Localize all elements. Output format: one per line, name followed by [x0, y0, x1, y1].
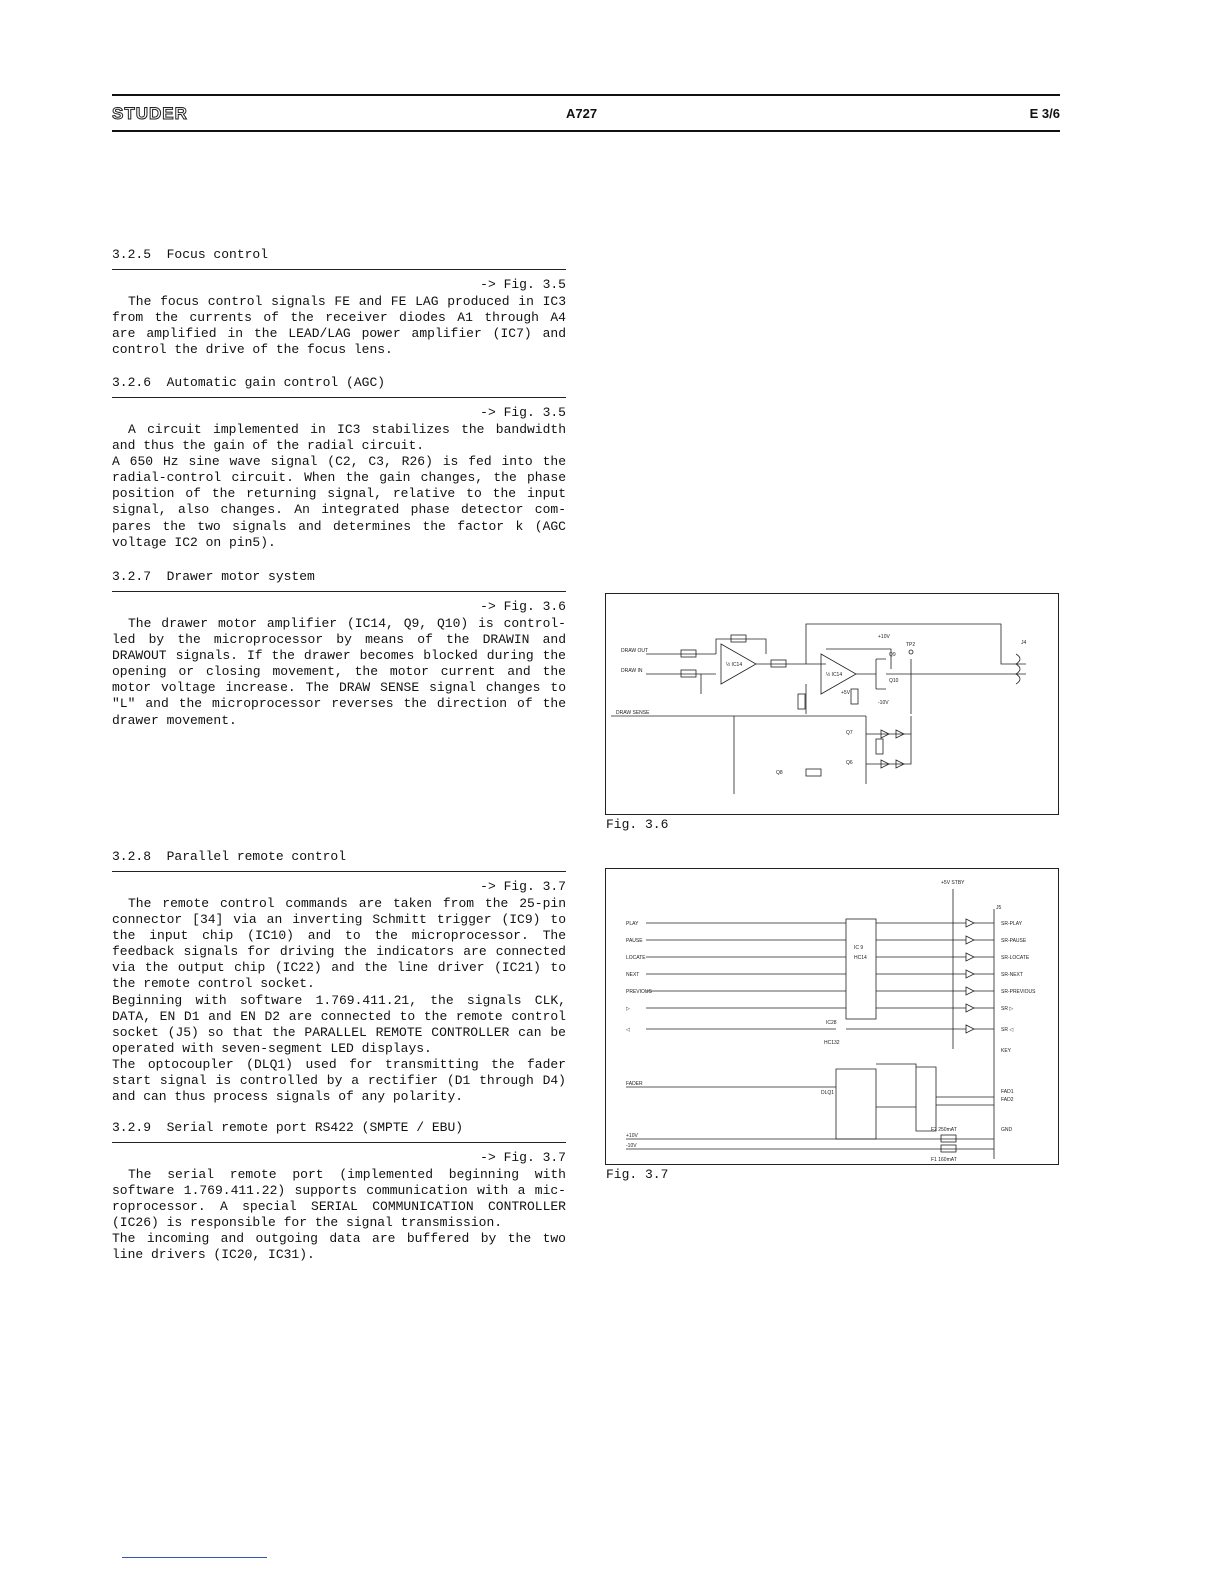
text-line: operated with seven-segment LED displays. [112, 1040, 432, 1056]
text-line: via the output chip (IC22) and the line driver (IC21) to [112, 960, 566, 976]
text-line: position of the returning signal, relative to the input [112, 486, 566, 502]
text-line: led by the microprocessor by means of the DRAWIN and [112, 632, 566, 648]
label-q9: Q9 [889, 652, 896, 658]
text-line: DATA, EN D1 and EN D2 are connected to the remote control [112, 1008, 566, 1024]
text-line: drawer movement. [112, 712, 237, 728]
text-line: The optocoupler (DLQ1) used for transmitting the fader [112, 1056, 566, 1072]
figure-3-6-schematic [605, 593, 1059, 815]
section-drawer-motor [112, 569, 566, 729]
text-line: Beginning with software 1.769.411.21, the signals CLK, [112, 992, 566, 1008]
text-line: DRAWOUT signals. If the drawer becomes blocked during the [112, 648, 566, 664]
label-f1: F1 160mAT [931, 1157, 957, 1163]
section-focus-control [112, 247, 566, 358]
text-line: connector [34] via an inverting Schmitt trigger (IC9) to [112, 912, 566, 928]
footnote-rule [122, 1557, 267, 1558]
label-hc132: HC132 [824, 1040, 840, 1046]
figure-3-7-schematic [605, 868, 1059, 1165]
label-hc14: HC14 [854, 955, 867, 961]
text-line: from the currents of the receiver diodes A1 through A4 [112, 310, 566, 326]
label-fader: FADER [626, 1081, 643, 1087]
text-line: line drivers (IC20, IC31). [112, 1247, 315, 1263]
section-heading: 3.2.6 Automatic gain control (AGC) [112, 375, 386, 390]
section-agc [112, 375, 566, 551]
text-line: The remote control commands are taken from the 25-pin [128, 896, 566, 911]
figure-reference: -> Fig. 3.7 [480, 879, 566, 894]
output-label: SR-PREVIOUS [1001, 989, 1036, 995]
divider [112, 591, 566, 592]
text-line: the remote control socket. [112, 976, 315, 992]
label-j4: J4 [1021, 640, 1027, 646]
output-label: SR ◁ [1001, 1027, 1014, 1033]
label-5v: +5V [841, 690, 851, 696]
input-label: PAUSE [626, 938, 643, 944]
figure-reference: -> Fig. 3.5 [480, 405, 566, 420]
label-tp2: TP2 [906, 642, 916, 648]
model-label: A727 [566, 106, 598, 121]
header-top-rule [112, 94, 1060, 96]
section-heading: 3.2.5 Focus control [112, 247, 269, 262]
text-line: and can thus process signals of any polarity. [112, 1089, 464, 1105]
text-line: voltage IC2 on pin5). [112, 534, 276, 550]
input-label: ▷ [626, 1006, 630, 1012]
page-number: E 3/6 [1029, 106, 1060, 121]
section-serial-remote [112, 1120, 566, 1264]
header-bottom-rule [112, 130, 1060, 132]
input-label: PLAY [626, 921, 639, 927]
text-line: and thus the gain of the radial circuit. [112, 438, 425, 454]
input-label: LOCATE [626, 955, 646, 961]
text-line: signal, also changes. An integrated phase detector com- [112, 502, 566, 518]
section-heading: 3.2.7 Drawer motor system [112, 569, 315, 584]
text-line: the input chip (IC10) and to the microprocessor. The [112, 928, 566, 944]
label-10v: +10V [626, 1133, 638, 1139]
label-ic28: IC28 [826, 1020, 837, 1026]
text-line: The drawer motor amplifier (IC14, Q9, Q10) is control- [128, 616, 566, 631]
label-j5: J5 [996, 905, 1002, 911]
label-fad2: FAD2 [1001, 1097, 1014, 1103]
output-label: SR ▷ [1001, 1006, 1014, 1012]
label-q8: Q8 [776, 770, 783, 776]
text-line: (IC26) is responsible for the signal transmission. [112, 1215, 503, 1231]
text-line: feedback signals for driving the indicators are connected [112, 944, 566, 960]
divider [112, 1142, 566, 1143]
text-line: The serial remote port (implemented beginning with [128, 1167, 566, 1182]
text-line: A circuit implemented in IC3 stabilizes the bandwidth [128, 422, 566, 437]
label-stby: +5V STBY [941, 880, 965, 886]
text-line: opening or closing movement, the motor current and the [112, 664, 566, 680]
figure-reference: -> Fig. 3.5 [480, 277, 566, 292]
input-label: ◁ [626, 1027, 630, 1033]
output-label: SR-PAUSE [1001, 938, 1027, 944]
section-heading: 3.2.9 Serial remote port RS422 (SMPTE / EBU) [112, 1120, 464, 1135]
label-q10: Q10 [889, 678, 899, 684]
label-q6: Q6 [846, 760, 853, 766]
section-parallel-remote [112, 849, 566, 1105]
label-fad1: FAD1 [1001, 1089, 1014, 1095]
text-line: control the drive of the focus lens. [112, 342, 393, 358]
text-line: motor voltage increase. The DRAW SENSE signal changes to [112, 680, 566, 696]
studer-logo: STUDER [112, 104, 188, 123]
input-label: PREVIOUS [626, 989, 652, 995]
text-line: roprocessor. A special SERIAL COMMUNICATION CONTROLLER [112, 1199, 566, 1215]
input-label: NEXT [626, 972, 640, 978]
label-minus10v: -10V [626, 1143, 637, 1149]
label-drawout: DRAW OUT [621, 648, 649, 654]
output-label: SR-PLAY [1001, 921, 1023, 927]
divider [112, 269, 566, 270]
figure-reference: -> Fig. 3.7 [480, 1150, 566, 1165]
text-line: The focus control signals FE and FE LAG produced in IC3 [128, 294, 566, 309]
text-line: socket (J5) so that the PARALLEL REMOTE CONTROLLER can be [112, 1024, 566, 1040]
label-drawsense: DRAW SENSE [616, 710, 650, 716]
label-gnd: GND [1001, 1127, 1013, 1133]
text-line: start signal is controlled by a rectifier (D1 through D4) [112, 1073, 566, 1089]
text-line: are amplified in the LEAD/LAG power amplifier (IC7) and [112, 326, 566, 342]
label-f2: F2 250mAT [931, 1127, 957, 1133]
section-heading: 3.2.8 Parallel remote control [112, 849, 347, 864]
figure-3-6-caption: Fig. 3.6 [606, 817, 669, 832]
label-minus10v: -10V [878, 700, 889, 706]
figure-3-7-caption: Fig. 3.7 [606, 1167, 669, 1182]
text-line: "L" and the microprocessor reverses the direction of the [112, 696, 566, 712]
text-line: A 650 Hz sine wave signal (C2, C3, R26) is fed into the [112, 454, 566, 470]
label-ic14b: ½ IC14 [826, 672, 843, 678]
text-line: software 1.769.411.22) supports communication with a mic- [112, 1183, 566, 1199]
label-drawin: DRAW IN [621, 668, 643, 674]
label-key: KEY [1001, 1048, 1012, 1054]
label-ic14a: ½ IC14 [726, 662, 743, 668]
text-line: radial-control circuit. When the gain changes, the phase [112, 470, 566, 486]
divider [112, 871, 566, 872]
figure-reference: -> Fig. 3.6 [480, 599, 566, 614]
label-q7: Q7 [846, 730, 853, 736]
output-label: SR-NEXT [1001, 972, 1023, 978]
label-10v: +10V [878, 634, 890, 640]
text-line: pares the two signals and determines the factor k (AGC [112, 518, 566, 534]
label-dlq1: DLQ1 [821, 1090, 835, 1096]
text-line: The incoming and outgoing data are buffered by the two [112, 1231, 566, 1247]
label-ic9: IC 9 [854, 945, 864, 951]
divider [112, 397, 566, 398]
output-label: SR-LOCATE [1001, 955, 1030, 961]
